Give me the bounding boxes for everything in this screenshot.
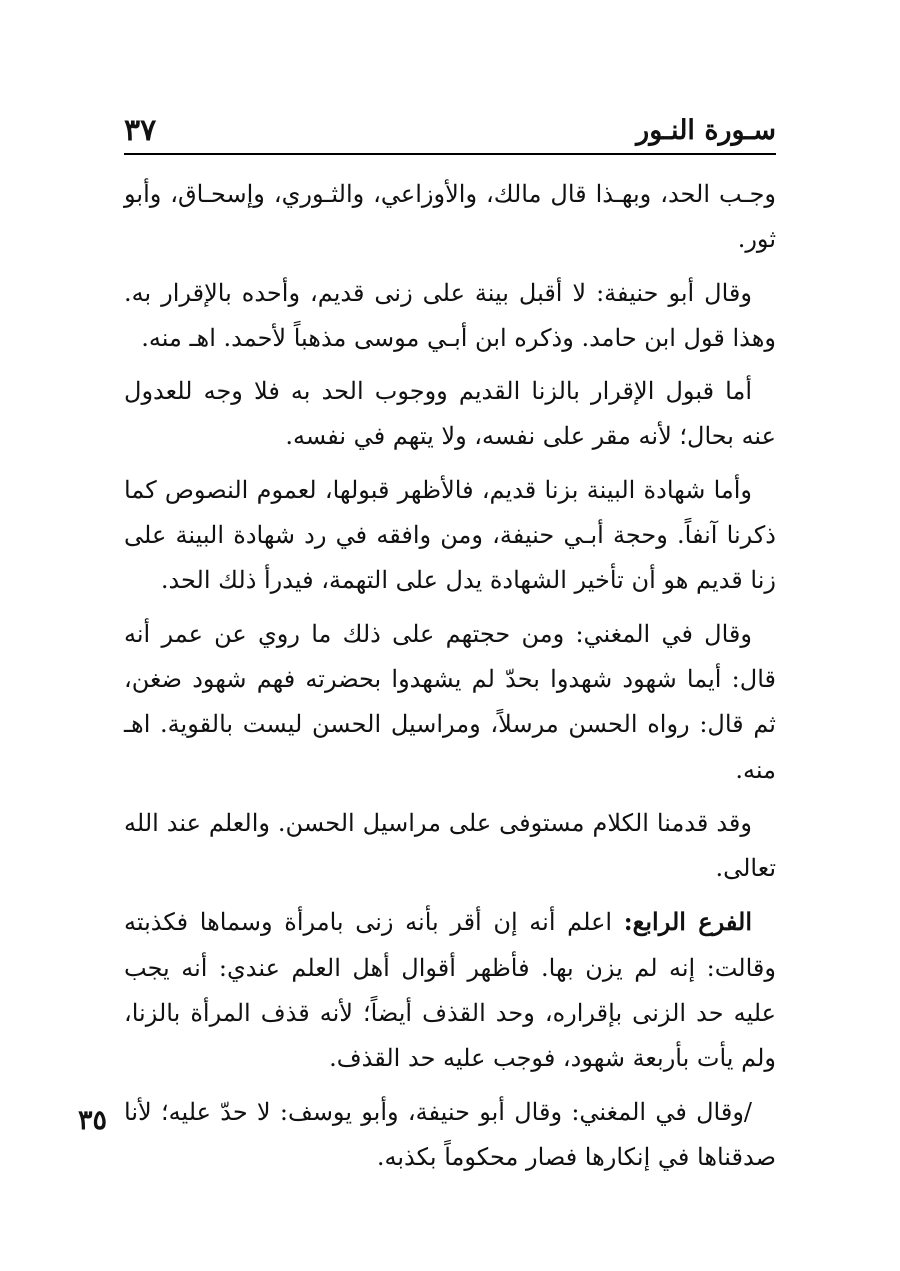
surah-title: سـورة النـور: [636, 115, 776, 146]
header-rule: [124, 153, 776, 155]
paragraph: وأما شهادة البينة بزنا قديم، فالأظهر قبولها، لعموم النصوص كما ذكرنا آنفاً. وحجة أبـي حنيفة، ومن وافقه في رد شهادة البينة على زنا قديم هو أن تأخير الشهادة يدل على التهمة، فيدرأ ذلك الحد.: [124, 475, 776, 595]
paragraph: الفرع الرابع: اعلم أنه إن أقر بأنه زنى بامرأة وسماها فكذبته وقالت: إنه لم يزن بها. فأظهر أقوال أهل العلم عندي: أنه يجب عليه حد الزنى بإقراره، وحد القذف أيضاً؛ لأنه قذف المرأة بالزنا، ولم يأت بأربعة شهود، فوجب عليه حد القذف.: [124, 907, 776, 1073]
page-number: ٣٧: [124, 113, 157, 148]
paragraph: وقد قدمنا الكلام مستوفى على مراسيل الحسن. والعلم عند الله تعالى.: [124, 808, 776, 883]
page-header: [124, 108, 776, 152]
paragraph: وجـب الحد، وبهـذا قال مالك، والأوزاعي، والثـوري، وإسحـاق، وأبو ثور.: [124, 180, 776, 254]
paragraph: أما قبول الإقرار بالزنا القديم ووجوب الحد به فلا وجه للعدول عنه بحال؛ لأنه مقر على نفسه، ولا يتهم في نفسه.: [124, 377, 776, 451]
section-heading: الفرع الرابع:: [623, 907, 752, 937]
page-body: [124, 172, 776, 1188]
paragraph: وقال في المغني: ومن حجتهم على ذلك ما روي عن عمر أنه قال: أيما شهود شهدوا بحدّ لم يشهدوا بحضرته فهم شهود ضغن، ثم قال: رواه الحسن مرسلاً، ومراسيل الحسن ليست بالقوية. اهـ منه.: [124, 619, 776, 784]
paragraph: وقال أبو حنيفة: لا أقبل بينة على زنى قديم، وأحده بالإقرار به. وهذا قول ابن حامد. وذكره ابن أبـي موسى مذهباً لأحمد. اهـ منه.: [124, 278, 776, 352]
margin-page-number: ٣٥: [78, 1105, 108, 1136]
paragraph: /وقال في المغني: وقال أبو حنيفة، وأبو يوسف: لا حدّ عليه؛ لأنا صدقناها في إنكارها فصار محكوماً بكذبه.: [124, 1097, 776, 1171]
